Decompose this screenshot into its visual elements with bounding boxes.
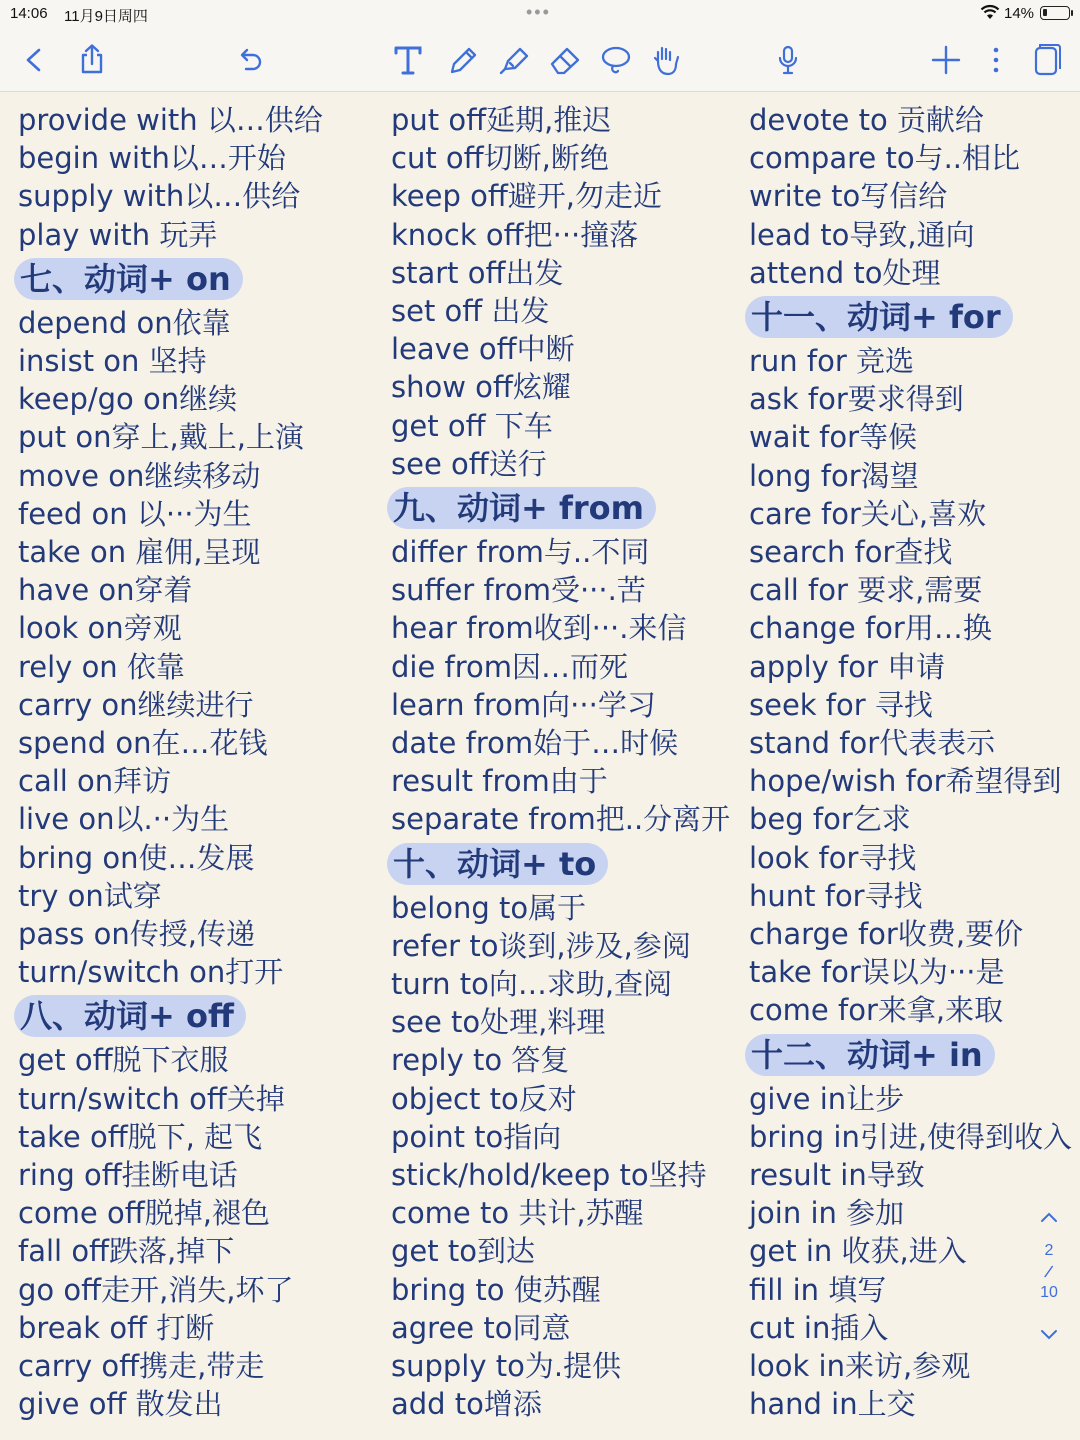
phrase-entry: bring to 使苏醒 xyxy=(391,1272,601,1307)
phrase-entry: live on以.··为生 xyxy=(18,802,230,837)
share-icon[interactable] xyxy=(74,42,110,78)
phrase-entry: hope/wish for希望得到 xyxy=(749,764,1062,799)
phrase-entry: call for 要求,需要 xyxy=(749,573,983,608)
phrase-entry: fill in 填写 xyxy=(749,1272,887,1307)
phrase-entry: look for寻找 xyxy=(749,840,917,875)
phrase-entry: die from因…而死 xyxy=(391,649,629,684)
pages-icon[interactable] xyxy=(1028,42,1064,78)
phrase-entry: hear from收到···.来信 xyxy=(391,611,687,646)
text-tool-icon[interactable] xyxy=(390,42,426,78)
phrase-entry: hunt for寻找 xyxy=(749,878,923,913)
phrase-entry: object to反对 xyxy=(391,1081,577,1116)
phrase-entry: write to写信给 xyxy=(749,179,948,214)
phrase-entry: try on试穿 xyxy=(18,878,162,913)
section-heading: 十二、动词+ in xyxy=(745,1034,995,1076)
status-date: 11月9日周四 xyxy=(64,8,148,25)
phrase-entry: give in让步 xyxy=(749,1081,905,1116)
phrase-entry: feed on 以···为生 xyxy=(18,496,252,531)
phrase-entry: devote to 贡献给 xyxy=(749,103,984,137)
wifi-icon xyxy=(980,3,1000,21)
phrase-entry: attend to处理 xyxy=(749,255,941,290)
phrase-entry: pass on传授,传递 xyxy=(18,917,255,951)
phrase-entry: see off送行 xyxy=(391,446,547,481)
add-icon[interactable] xyxy=(928,42,964,78)
section-heading: 九、动词+ from xyxy=(387,487,656,529)
phrase-entry: rely on 依靠 xyxy=(18,649,185,684)
phrase-entry: give off 散发出 xyxy=(18,1387,223,1422)
phrase-entry: keep off避开,勿走近 xyxy=(391,179,663,214)
phrase-entry: seek for 寻找 xyxy=(749,687,933,722)
page-down-icon[interactable] xyxy=(1034,1322,1064,1346)
eraser-icon[interactable] xyxy=(547,42,583,78)
section-heading: 八、动词+ off xyxy=(14,995,246,1037)
phrase-entry: put off延期,推迟 xyxy=(391,103,612,137)
phrase-entry: point to指向 xyxy=(391,1119,562,1154)
phrase-entry: stick/hold/keep to坚持 xyxy=(391,1158,707,1192)
phrase-entry: care for关心,喜欢 xyxy=(749,496,987,531)
phrase-entry: bring on使…发展 xyxy=(18,840,255,875)
phrase-entry: knock off把···撞落 xyxy=(391,217,639,252)
toolbar xyxy=(0,28,1080,92)
phrase-entry: come to 共计,苏醒 xyxy=(391,1196,644,1231)
phrase-entry: go off走开,消失,坏了 xyxy=(18,1272,294,1307)
hand-icon[interactable] xyxy=(648,42,684,78)
page-up-icon[interactable] xyxy=(1034,1206,1064,1230)
current-page: 2 xyxy=(1044,1242,1054,1259)
lasso-icon[interactable] xyxy=(598,42,634,78)
phrase-entry: see to处理,料理 xyxy=(391,1005,606,1040)
phrase-entry: set off 出发 xyxy=(391,294,550,328)
phrase-entry: change for用…换 xyxy=(749,611,992,646)
phrase-entry: date from始于…时候 xyxy=(391,726,679,760)
phrase-entry: begin with以…开始 xyxy=(18,141,286,176)
phrase-entry: differ from与..不同 xyxy=(391,535,650,569)
phrase-entry: run for 竞选 xyxy=(749,344,914,378)
phrase-entry: depend on依靠 xyxy=(18,305,231,340)
phrase-entry: refer to谈到,涉及,参阅 xyxy=(391,928,691,963)
phrase-entry: carry off携走,带走 xyxy=(18,1349,265,1383)
phrase-entry: look in来访,参观 xyxy=(749,1349,971,1383)
page-separator: / xyxy=(1043,1261,1055,1283)
phrase-entry: take off脱下, 起飞 xyxy=(18,1119,263,1154)
phrase-entry: take for误以为···是 xyxy=(749,955,1005,990)
phrase-entry: add to增添 xyxy=(391,1387,542,1422)
phrase-entry: bring in引进,使得到收入 xyxy=(749,1119,1073,1154)
more-icon[interactable] xyxy=(978,42,1014,78)
phrase-entry: compare to与..相比 xyxy=(749,141,1021,176)
phrase-entry: break off 打断 xyxy=(18,1310,215,1345)
undo-icon[interactable] xyxy=(232,42,268,78)
phrase-entry: put on穿上,戴上,上演 xyxy=(18,420,304,455)
phrase-entry: call on拜访 xyxy=(18,764,172,799)
battery-icon xyxy=(1040,6,1070,20)
phrase-entry: beg for乞求 xyxy=(749,802,911,837)
phrase-entry: spend on在…花钱 xyxy=(18,726,268,760)
phrase-entry: supply with以…供给 xyxy=(18,179,301,214)
phrase-entry: provide with 以…供给 xyxy=(18,103,323,137)
phrase-entry: move on继续移动 xyxy=(18,458,261,493)
phrase-entry: start off出发 xyxy=(391,255,564,290)
phrase-entry: come off脱掉,褪色 xyxy=(18,1196,270,1231)
phrase-entry: fall off跌落,掉下 xyxy=(18,1234,235,1269)
phrase-entry: join in 参加 xyxy=(749,1196,905,1231)
phrase-entry: result in导致 xyxy=(749,1158,925,1192)
back-icon[interactable] xyxy=(16,42,52,78)
phrase-entry: reply to 答复 xyxy=(391,1043,570,1078)
phrase-entry: long for渴望 xyxy=(749,458,919,493)
phrase-entry: have on穿着 xyxy=(18,573,193,608)
phrase-entry: insist on 坚持 xyxy=(18,344,207,378)
phrase-entry: get off 下车 xyxy=(391,408,553,443)
phrase-entry: leave off中断 xyxy=(391,332,575,367)
phrase-entry: cut in插入 xyxy=(749,1310,889,1345)
pen-icon[interactable] xyxy=(444,42,480,78)
section-heading: 十、动词+ to xyxy=(387,843,608,885)
section-heading: 七、动词+ on xyxy=(14,258,243,300)
phrase-entry: apply for 申请 xyxy=(749,649,946,684)
page-indicator xyxy=(1034,1206,1064,1346)
phrase-entry: learn from向···学习 xyxy=(391,687,656,722)
phrase-entry: lead to导致,通向 xyxy=(749,217,975,252)
phrase-entry: get to到达 xyxy=(391,1234,535,1269)
multitasking-dots[interactable]: ••• xyxy=(526,2,551,22)
phrase-entry: turn/switch on打开 xyxy=(18,955,284,990)
phrase-entry: come for来拿,来取 xyxy=(749,993,1004,1028)
phrase-entry: carry on继续进行 xyxy=(18,687,254,722)
note-page[interactable] xyxy=(0,93,1080,1440)
phrase-entry: ring off挂断电话 xyxy=(18,1158,238,1192)
phrase-entry: supply to为.提供 xyxy=(391,1349,622,1383)
phrase-entry: turn to向…求助,查阅 xyxy=(391,967,673,1001)
phrase-entry: wait for等候 xyxy=(749,420,918,455)
phrase-entry: get off脱下衣服 xyxy=(18,1043,229,1078)
battery-percent: 14% xyxy=(1004,5,1035,22)
phrase-entry: separate from把..分离开 xyxy=(391,802,731,837)
highlighter-icon[interactable] xyxy=(496,42,532,78)
phrase-entry: suffer from受···.苦 xyxy=(391,573,646,608)
status-bar xyxy=(0,0,1080,28)
phrase-entry: look on旁观 xyxy=(18,611,182,646)
microphone-icon[interactable] xyxy=(770,42,806,78)
phrase-entry: get in 收获,进入 xyxy=(749,1234,967,1269)
phrase-entry: turn/switch off关掉 xyxy=(18,1081,285,1116)
phrase-entry: cut off切断,断绝 xyxy=(391,141,609,176)
total-pages: 10 xyxy=(1040,1284,1058,1301)
phrase-entry: keep/go on继续 xyxy=(18,382,238,417)
phrase-entry: charge for收费,要价 xyxy=(749,917,1024,951)
phrase-entry: hand in上交 xyxy=(749,1387,916,1422)
section-heading: 十一、动词+ for xyxy=(745,296,1013,338)
phrase-entry: belong to属于 xyxy=(391,890,587,925)
phrase-entry: ask for要求得到 xyxy=(749,382,964,417)
status-time: 14:06 xyxy=(10,5,48,22)
phrase-entry: play with 玩弄 xyxy=(18,217,218,252)
phrase-entry: show off炫耀 xyxy=(391,370,571,405)
phrase-entry: take on 雇佣,呈现 xyxy=(18,535,261,569)
phrase-entry: stand for代表表示 xyxy=(749,726,996,760)
phrase-entry: agree to同意 xyxy=(391,1310,571,1345)
phrase-entry: result from由于 xyxy=(391,764,608,799)
battery-tip xyxy=(1071,10,1073,16)
phrase-entry: search for查找 xyxy=(749,535,953,569)
